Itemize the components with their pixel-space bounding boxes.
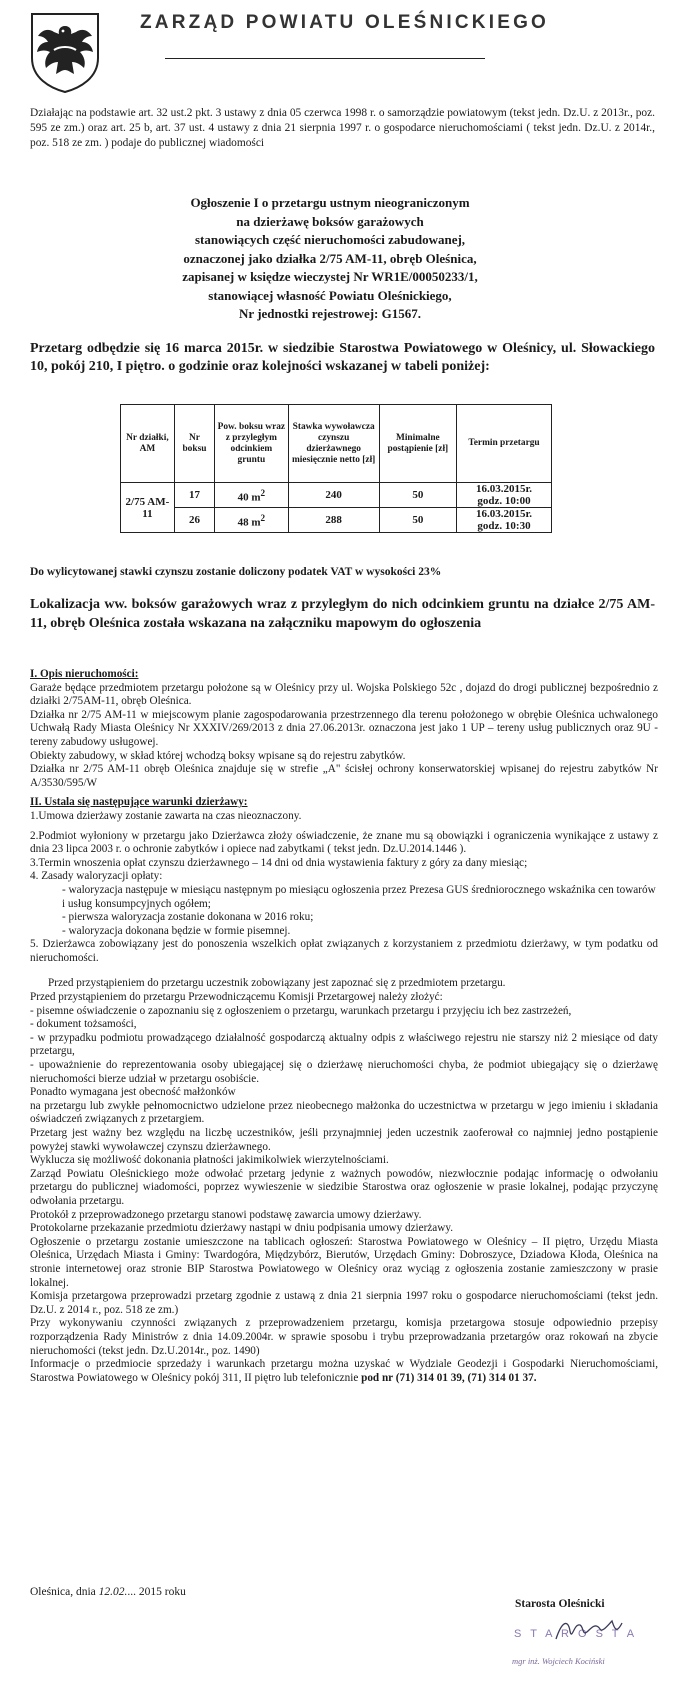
column-header: Termin przetargu bbox=[457, 405, 552, 483]
paragraph: Działka nr 2/75 AM-11 w miejscowym planie zagospodarowania przestrzennego dla terenu położonego w obrębie Oleśnica uchwalonego Uchwałą Rady Miasta Oleśnicy Nr XXXIV/269/2013 z dnia 27.06.2013r. oznaczona jest jako 1 UP – tereny usług publicznych oraz 9U - tereny zabudowy usługowej. bbox=[30, 708, 658, 748]
list-item: - pisemne oświadczenie o zapoznaniu się z ogłoszeniem o przetargu, warunkach przetargu i przyjęciu ich bez zastrzeżeń, bbox=[30, 1004, 572, 1017]
notice-title-line: stanowiących część nieruchomości zabudowanej, bbox=[194, 232, 466, 247]
min-step-cell: 50 bbox=[379, 508, 456, 533]
time-value: godz. 10:30 bbox=[477, 520, 531, 532]
vat-note: Do wylicytowanej stawki czynszu zostanie doliczony podatek VAT w wysokości 23% bbox=[30, 566, 442, 578]
box-number-cell: 17 bbox=[174, 483, 214, 508]
place-date bbox=[30, 1586, 186, 1598]
list-item: - w przypadku podmiotu prowadzącego działalność gospodarczą aktualny odpis z właściwego rejestru nie starszy niż 2 miesiące od daty przetargu, bbox=[30, 1031, 658, 1058]
notice-title-line: oznaczonej jako działka 2/75 AM-11, obręb Oleśnica, bbox=[183, 250, 477, 266]
notice-title-line: na dzierżawę boksów garażowych bbox=[236, 213, 424, 229]
paragraph: Garaże będące przedmiotem przetargu położone są w Oleśnicy przy ul. Wojska Polskiego 52c , dojazd do drogi publicznej bezpośrednio z działki 2/75AM-11, obręb Oleśnica. bbox=[30, 681, 658, 708]
date-cell bbox=[457, 483, 552, 508]
table-header-row bbox=[121, 405, 552, 483]
handwritten-date: 12.02. bbox=[98, 1586, 128, 1598]
parcel-cell: 2/75 AM-11 bbox=[121, 483, 175, 533]
document-body bbox=[30, 668, 658, 1385]
notice-title-line: Ogłoszenie I o przetargu ustnym nieograniczonym bbox=[190, 195, 470, 210]
section-heading: II. Ustala się następujące warunki dzierżawy: bbox=[30, 796, 248, 809]
time-value: godz. 10:00 bbox=[477, 495, 531, 507]
paragraph: Zarząd Powiatu Oleśnickiego może odwołać przetarg jedynie z ważnych powodów, niezwłocznie podając informację o odwołaniu przetargu do publicznej wiadomości, poprzez wywieszenie w siedzibie Starostwa oraz ogłoszenie w prasie lokalnej, podając przyczynę odwołania przetargu. bbox=[30, 1167, 658, 1207]
paragraph: na przetargu lub zwykłe pełnomocnictwo udzielone przez nieobecnego małżonka do uczestnictwa w przetargu w jego imieniu i składania oświadczeń związanych z przetargiem. bbox=[30, 1099, 658, 1126]
location-note: Lokalizacja ww. boksów garażowych wraz z przyległym do nich odcinkiem gruntu na działce 2/75 AM-11, obręb Oleśnica została wskazana na załączniku mapowym do ogłoszenia bbox=[30, 597, 655, 631]
list-item: - waloryzacja następuje w miesiącu następnym po miesiącu ogłoszenia przez Prezesa GUS średniorocznego wskaźnika cen towarów i usług konsumpcyjnych ogółem; bbox=[62, 883, 656, 910]
paragraph: Protokolarne przekazanie przedmiotu dzierżawy nastąpi w dniu podpisania umowy dzierżawy. bbox=[30, 1222, 454, 1235]
contact-phone: pod nr (71) 314 01 39, (71) 314 01 37. bbox=[361, 1371, 537, 1384]
column-header: Minimalne postąpienie [zł] bbox=[379, 405, 456, 483]
area-unit-superscript: 2 bbox=[260, 512, 266, 523]
paragraph: Ogłoszenie o przetargu zostanie umieszczone na tablicach ogłoszeń: Starostwa Powiatowego w Oleśnicy – II piętro, Urzędu Miasta Oleśnica, Urzędach Miasta i Gminy: Twardogóra, Międzybórz, Bierutów, Urzędach Gminy: Dobroszyce, Dziadowa Kłoda, Oleśnica na stronie internetowej oraz stronie BIP Starostwa Powiatowego w Oleśnicy oraz wyciąg z ogłoszenia zostanie zamieszczony w prasie lokalnej. bbox=[30, 1235, 658, 1289]
rate-cell: 240 bbox=[288, 483, 379, 508]
paragraph: Protokół z przeprowadzonego przetargu stanowi podstawę zawarcia umowy dzierżawy. bbox=[30, 1208, 422, 1221]
header-title: ZARZĄD POWIATU OLEŚNICKIEGO bbox=[140, 12, 550, 33]
section-heading: I. Opis nieruchomości: bbox=[30, 668, 139, 680]
list-item: - dokument tożsamości, bbox=[30, 1018, 137, 1031]
paragraph: Działka nr 2/75 AM-11 obręb Oleśnica znajduje się w strefie „A" ścisłej ochrony konserwatorskiej wpisanej do rejestru zabytków Nr A/3530/595/W bbox=[30, 763, 658, 789]
stamp-text: S T A R O S T A bbox=[514, 1628, 638, 1640]
signature-stamp-icon bbox=[512, 1617, 647, 1645]
min-step-cell: 50 bbox=[379, 483, 456, 508]
place-label: Oleśnica, dnia bbox=[30, 1586, 96, 1598]
area-value: 48 m bbox=[237, 516, 261, 529]
list-item: - upoważnienie do reprezentowania osoby ubiegającej się o dzierżawę nieruchomości chyba, że podmiot ubiegający się o dzierżawę nieruchomości bierze udział w przetargu osobiście. bbox=[30, 1059, 658, 1085]
paragraph: 2.Podmiot wyłoniony w przetargu jako Dzierżawca złoży oświadczenie, że znane mu są obowiązki i ograniczenia wynikające z ustawy z dnia 23 lipca 2003 r. o ochronie zabytków i opiece nad zabytkami ( tekst jedn. Dz.U.2014.1446 ). bbox=[30, 829, 658, 856]
column-header: Nr boksu bbox=[174, 405, 214, 483]
notice-title bbox=[100, 194, 560, 324]
header-divider bbox=[165, 58, 485, 59]
list-item: - pierwsza waloryzacja zostanie dokonana w 2016 roku; bbox=[62, 911, 314, 924]
contact-paragraph bbox=[30, 1358, 658, 1385]
contact-text: Informacje o przedmiocie sprzedaży i warunkach przetargu można uzyskać w Wydziale Geodezji i Gospodarki Nieruchomościami, Starostwa Powiatowego w Oleśnicy pokój 311, II piętro lub telefonicznie bbox=[30, 1358, 658, 1384]
paragraph: Wyklucza się możliwość dokonania płatności jakimikolwiek wierzytelnościami. bbox=[30, 1154, 389, 1167]
paragraph: Przetarg jest ważny bez względu na liczbę uczestników, jeśli przynajmniej jeden uczestnik zaoferował co najmniej jedno postąpienie powyżej stawki wywoławczej czynszu dzierżawnego. bbox=[30, 1127, 658, 1153]
notice-title-line: stanowiącej własność Powiatu Oleśnickiego, bbox=[208, 287, 452, 303]
paragraph: Obiekty zabudowy, w skład której wchodzą boksy wpisane są do rejestru zabytków. bbox=[30, 749, 406, 762]
paragraph: Przed przystąpieniem do przetargu Przewodniczącemu Komisji Przetargowej należy złożyć: bbox=[30, 991, 443, 1004]
paragraph: 5. Dzierżawca zobowiązany jest do ponoszenia wszelkich opłat związanych z korzystaniem z przedmiotu dzierżawy, w tym podatku od nieruchomości. bbox=[30, 938, 658, 964]
table-row bbox=[121, 508, 552, 533]
paragraph: Ponadto wymagana jest obecność małżonków bbox=[30, 1086, 236, 1099]
signatory-name: mgr inż. Wojciech Kociński bbox=[512, 1656, 605, 1666]
year-label: ... 2015 roku bbox=[127, 1586, 186, 1598]
eagle-crest-icon bbox=[30, 12, 100, 94]
paragraph: Przed przystąpieniem do przetargu uczestnik zobowiązany jest zapoznać się z przedmiotem przetargu. bbox=[48, 977, 506, 990]
area-value: 40 m bbox=[237, 491, 261, 504]
column-header: Nr działki, AM bbox=[121, 405, 175, 483]
date-value: 16.03.2015r. bbox=[475, 508, 533, 520]
garage-boxes-table bbox=[120, 404, 552, 533]
column-header: Pow. boksu wraz z przyległym odcinkiem gruntu bbox=[215, 405, 289, 483]
paragraph: Przy wykonywaniu czynności związanych z przeprowadzeniem przetargu, komisja przetargowa stosuje odpowiednio przepisy rozporządzenia Rady Ministrów z dnia 14.09.2004r. w sprawie sposobu i trybu przeprowadzania przetargów oraz rokowań na zbycie nieruchomości (tekst jedn. Dz.U.2014r., poz. 1490) bbox=[30, 1317, 658, 1357]
auction-info: Przetarg odbędzie się 16 marca 2015r. w siedzibie Starostwa Powiatowego w Oleśnicy, ul. Słowackiego 10, pokój 210, I piętro. o godzinie oraz kolejności wskazanej w tabeli poniżej: bbox=[30, 341, 655, 374]
area-cell bbox=[215, 508, 289, 533]
paragraph: 1.Umowa dzierżawy zostanie zawarta na czas nieoznaczony. bbox=[30, 809, 302, 822]
rate-cell: 288 bbox=[288, 508, 379, 533]
date-value: 16.03.2015r. bbox=[475, 483, 533, 495]
intro-paragraph: Działając na podstawie art. 32 ust.2 pkt. 3 ustawy z dnia 05 czerwca 1998 r. o samorządzie powiatowym (tekst jedn. Dz.U. z 2013r., poz. 595 ze zm.) oraz art. 25 b, art. 37 ust. 4 ustawy z dnia 21 sierpnia 1997 r. o gospodarce nieruchomościami ( tekst jedn. Dz.U. z 2014r., poz. 518 ze zm. ) podaje do publicznej wiadomości bbox=[30, 107, 655, 149]
paragraph: 4. Zasady waloryzacji opłaty: bbox=[30, 870, 163, 883]
area-cell bbox=[215, 483, 289, 508]
paragraph: Komisja przetargowa przeprowadzi przetarg zgodnie z ustawą z dnia 21 sierpnia 1997 roku o gospodarce nieruchomościami (tekst jedn. Dz.U. z 2014 r., poz. 518 ze zm.) bbox=[30, 1290, 658, 1316]
notice-title-line: zapisanej w księdze wieczystej Nr WR1E/00050233/1, bbox=[182, 269, 478, 284]
paragraph: 3.Termin wnoszenia opłat czynszu dzierżawnego – 14 dni od dnia wystawienia faktury z góry za dany miesiąc; bbox=[30, 856, 528, 869]
notice-title-line: Nr jednostki rejestrowej: G1567. bbox=[239, 306, 421, 321]
column-header: Stawka wywoławcza czynszu dzierżawnego miesięcznie netto [zł] bbox=[288, 405, 379, 483]
date-cell bbox=[457, 508, 552, 533]
list-item: - waloryzacja dokonana będzie w formie pisemnej. bbox=[62, 924, 291, 937]
box-number-cell: 26 bbox=[174, 508, 214, 533]
table-row bbox=[121, 483, 552, 508]
area-unit-superscript: 2 bbox=[260, 487, 266, 498]
signatory-title: Starosta Oleśnicki bbox=[515, 1598, 605, 1610]
